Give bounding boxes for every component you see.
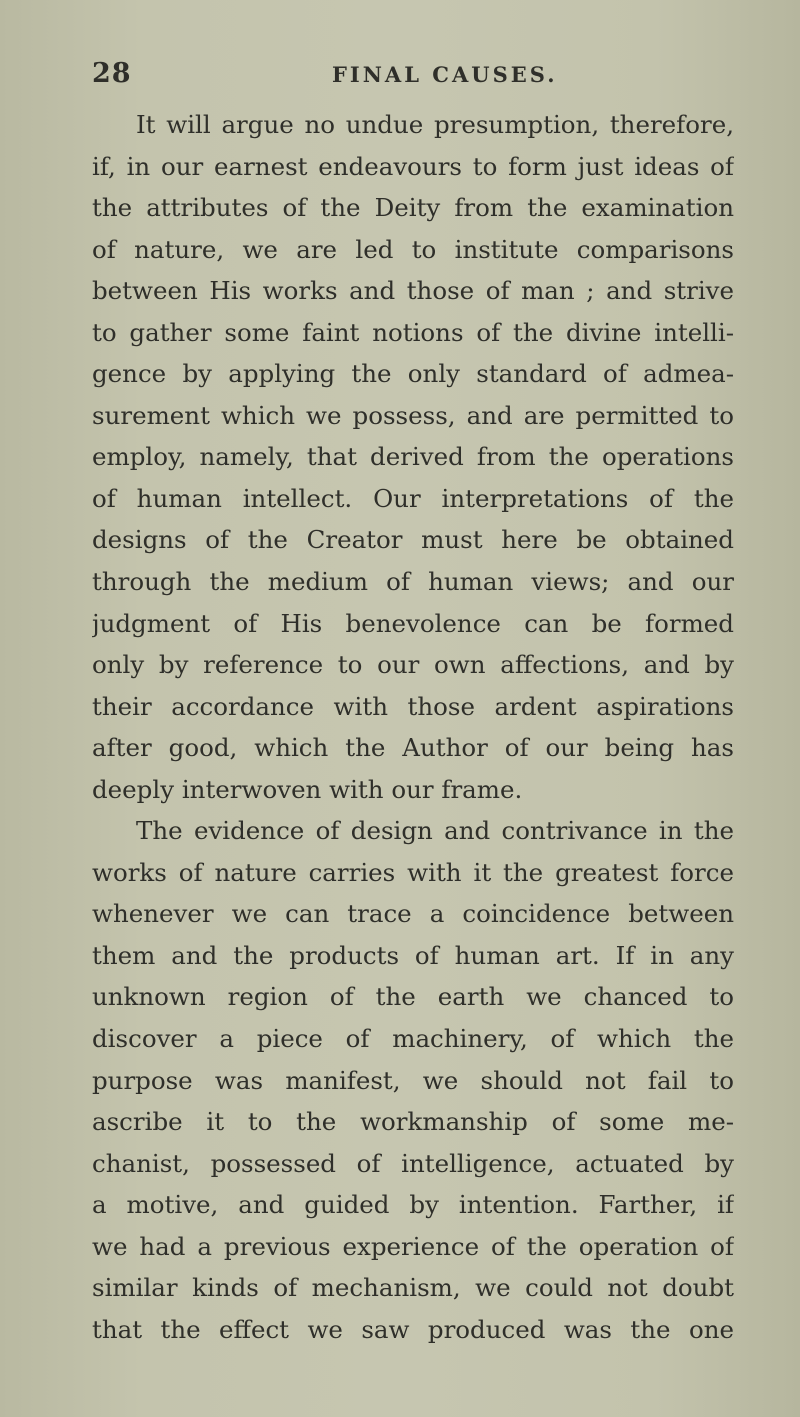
text-line: unknown region of the earth we chanced to (92, 982, 734, 1012)
text-line: gence by applying the only standard of admea- (92, 359, 734, 389)
body-text (92, 104, 734, 1350)
text-line: designs of the Creator must here be obtained (92, 525, 734, 555)
text-line: works of nature carries with it the greatest force (92, 857, 734, 887)
text-line: their accordance with those ardent aspirations (92, 691, 734, 721)
text-line: if, in our earnest endeavours to form just ideas of (92, 151, 734, 181)
text-line: through the medium of human views; and our (92, 567, 734, 597)
text-line: that the effect we saw produced was the one (92, 1314, 734, 1344)
text-line: of nature, we are led to institute comparisons (92, 234, 734, 264)
text-line: between His works and those of man ; and strive (92, 276, 734, 306)
text-line: judgment of His benevolence can be formed (92, 608, 734, 638)
text-line: surement which we possess, and are permitted to (92, 400, 734, 430)
text-line: we had a previous experience of the operation of (92, 1231, 734, 1261)
text-line: after good, which the Author of our being has (92, 733, 734, 763)
text-line: deeply interwoven with our frame. (92, 774, 523, 804)
text-line: of human intellect. Our interpretations of the (92, 483, 734, 513)
text-line: them and the products of human art. If in any (92, 940, 734, 970)
running-head (92, 58, 734, 98)
text-line: whenever we can trace a coincidence between (92, 899, 734, 929)
running-title: FINAL CAUSES. (332, 62, 558, 87)
text-line: discover a piece of machinery, of which the (92, 1024, 734, 1054)
text-line: It will argue no undue presumption, therefore, (136, 110, 734, 139)
text-line: employ, namely, that derived from the operations (92, 442, 734, 472)
text-line: similar kinds of mechanism, we could not doubt (92, 1273, 734, 1303)
text-line: the attributes of the Deity from the examination (92, 193, 734, 223)
text-line: The evidence of design and contrivance in the (136, 816, 734, 846)
text-line: purpose was manifest, we should not fail to (92, 1065, 734, 1095)
text-line: only by reference to our own affections, and by (92, 650, 734, 680)
page-number: 28 (92, 58, 132, 89)
text-line: a motive, and guided by intention. Farther, if (92, 1190, 734, 1220)
text-line: to gather some faint notions of the divine intelli- (92, 317, 734, 347)
text-line: ascribe it to the workmanship of some me- (92, 1107, 734, 1137)
text-line: chanist, possessed of intelligence, actuated by (92, 1148, 734, 1178)
